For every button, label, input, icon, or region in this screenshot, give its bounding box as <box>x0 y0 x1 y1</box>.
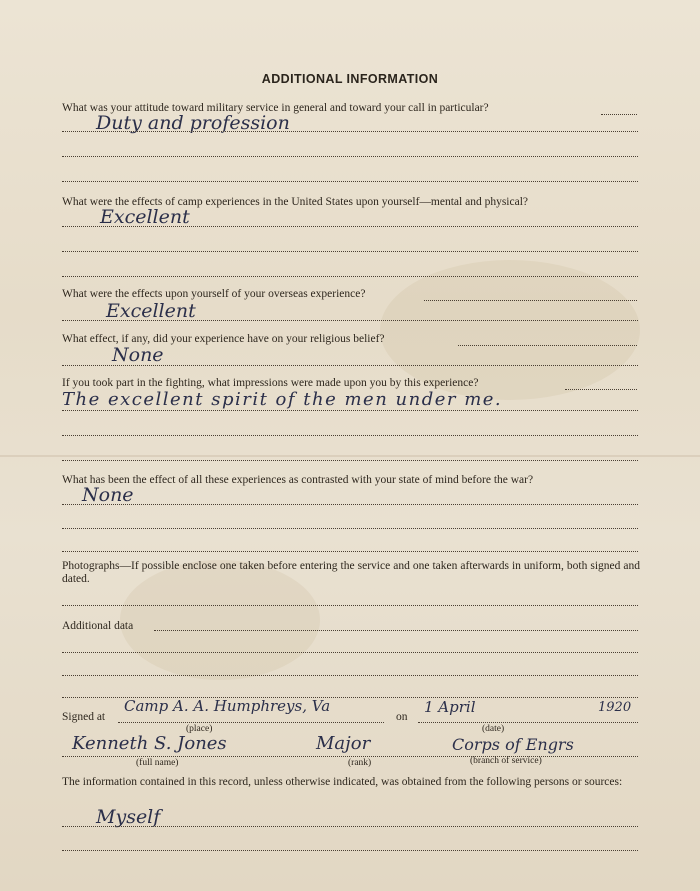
question-overseas-label: What were the effects upon yourself of your overseas experience? <box>62 288 366 300</box>
additional-data-line <box>154 630 638 631</box>
signatory-full-name: Kenneth S. Jones <box>72 733 227 754</box>
form-title: ADDITIONAL INFORMATION <box>261 72 439 86</box>
question-camp-effects-label: What were the effects of camp experiences in the United States upon yourself—mental and physical? <box>62 196 529 208</box>
signed-date: 1 April <box>424 698 476 716</box>
answer-line <box>62 850 638 851</box>
answer-line <box>62 528 638 529</box>
answer-line <box>62 435 638 436</box>
answer-line <box>62 652 638 653</box>
answer-line <box>62 410 638 411</box>
question-fighting-label: If you took part in the fighting, what impressions were made upon you by this experience? <box>62 377 479 389</box>
answer-line <box>62 365 638 366</box>
answer-state-of-mind: None <box>82 484 134 506</box>
full-name-caption: (full name) <box>136 758 179 768</box>
place-caption: (place) <box>186 724 213 734</box>
sources-statement: The information contained in this record, unless otherwise indicated, was obtained from the following persons or sources: <box>62 776 623 788</box>
rank-caption: (rank) <box>348 758 372 768</box>
on-label: on <box>396 711 408 723</box>
answer-line <box>62 460 638 461</box>
signatory-rank: Major <box>316 733 371 754</box>
question-religious-leader <box>458 345 637 346</box>
answer-camp-effects: Excellent <box>100 206 190 228</box>
signed-year: 1920 <box>598 700 632 715</box>
paper-fold-line <box>0 455 700 457</box>
answer-line <box>62 181 638 182</box>
date-line <box>418 722 638 723</box>
question-attitude-leader <box>601 114 637 115</box>
photographs-instructions: Photographs—If possible enclose one taken before entering the service and one taken afterwards in uniform, both signed and dated. <box>62 560 640 585</box>
question-overseas-leader <box>424 300 637 301</box>
answer-line <box>62 605 638 606</box>
answer-line <box>62 320 638 321</box>
answer-fighting: The excellent spirit of the men under me. <box>62 389 503 410</box>
branch-caption: (branch of service) <box>470 756 542 766</box>
question-fighting-leader <box>565 389 637 390</box>
answer-overseas: Excellent <box>106 300 196 322</box>
answer-religious: None <box>112 344 164 366</box>
answer-line <box>62 826 638 827</box>
answer-line <box>62 675 638 676</box>
signed-at-label: Signed at <box>62 711 106 723</box>
question-state-of-mind-label: What has been the effect of all these experiences as contrasted with your state of mind before the war? <box>62 474 534 486</box>
date-caption: (date) <box>482 724 505 734</box>
question-religious-label: What effect, if any, did your experience have on your religious belief? <box>62 333 385 345</box>
signed-place: Camp A. A. Humphreys, Va <box>124 697 331 715</box>
answer-line <box>62 251 638 252</box>
answer-line <box>62 276 638 277</box>
sources-answer: Myself <box>96 806 161 828</box>
answer-line <box>62 504 638 505</box>
signature-line <box>62 756 638 757</box>
place-line <box>118 722 384 723</box>
answer-line <box>62 226 638 227</box>
answer-line <box>62 156 638 157</box>
answer-line <box>62 551 638 552</box>
answer-line <box>62 131 638 132</box>
signatory-branch: Corps of Engrs <box>452 735 574 754</box>
question-attitude-label: What was your attitude toward military service in general and toward your call in particular? <box>62 102 489 114</box>
additional-data-label: Additional data <box>62 620 134 632</box>
answer-attitude: Duty and profession <box>96 112 290 134</box>
